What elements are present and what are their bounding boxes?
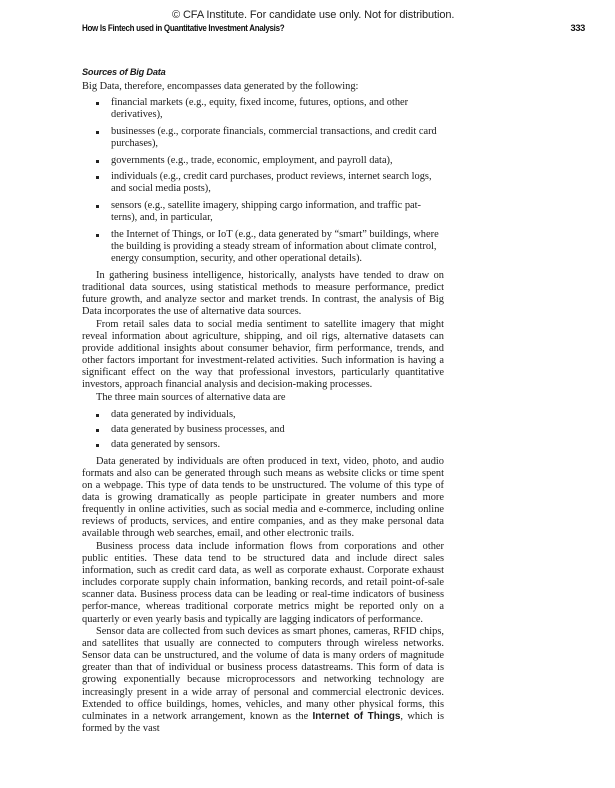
bullet-icon <box>96 102 99 105</box>
bullet-icon <box>96 160 99 163</box>
page-number: 333 <box>570 23 585 33</box>
bullet-icon <box>96 176 99 179</box>
bullet-icon <box>96 131 99 134</box>
page-body <box>82 66 444 735</box>
running-head-title: How Is Fintech used in Quantitative Investment Analysis? <box>82 23 285 33</box>
list-item <box>82 126 444 150</box>
list-item-text: individuals (e.g., credit card purchases, product reviews, internet search logs, and social media posts), <box>111 171 432 195</box>
paragraph-sensor-data <box>82 626 444 735</box>
section-heading: Sources of Big Data <box>82 67 166 77</box>
list-item <box>82 424 444 436</box>
paragraph-business-process-data: Business process data include information flows from corporations and other public entities. These data tend to be structured data and include direct sales information, such as credit card data, as well as corporate exhaust. Corporate exhaust includes corporate supply chain information, banking records, and retail point-of-sale scanner data. Business process data can be leading or real-time indicators of business perfor-mance, whereas traditional corporate metrics might be reported only on a quarterly or even yearly basis and typically are lagging indicators of performance. <box>82 540 444 625</box>
running-head <box>82 23 587 36</box>
list-item-text: data generated by sensors. <box>111 439 221 451</box>
list-item-text: governments (e.g., trade, economic, employment, and payroll data), <box>111 154 393 166</box>
bullet-icon <box>96 414 99 417</box>
bullet-icon <box>96 234 99 237</box>
list-item <box>82 200 444 224</box>
list-item-text: data generated by individuals, <box>111 408 236 420</box>
list-item-text: businesses (e.g., corporate financials, commercial transactions, and credit card purchases), <box>111 125 437 150</box>
list-item-text: sensors (e.g., satellite imagery, shipping cargo information, and traffic pat-terns), and, in particular, <box>111 199 421 223</box>
paragraph-business-intelligence: In gathering business intelligence, historically, analysts have tended to draw on traditional data sources, using statistical methods to measure performance, predict future growth, and analyze sector and market trends. In contrast, the analysis of Big Data incorporates the use of alternative data sources. <box>82 269 444 318</box>
list-item <box>82 229 444 265</box>
list-item <box>82 409 444 421</box>
big-data-sources-list <box>82 97 444 265</box>
intro-paragraph: Big Data, therefore, encompasses data generated by the following: <box>82 81 359 92</box>
paragraph-alternative-datasets: From retail sales data to social media sentiment to satellite imagery that might reveal information about agriculture, shipping, and oil rigs, alternative datasets can provide additional insights about consumer behavior, firm performance, trends, and other factors important for investment-related activities. Such information is having a significant effect on the way that professional investors, particularly quantitative investors, approach financial analysis and decision-making processes. <box>82 318 444 391</box>
list-item-text: the Internet of Things, or IoT (e.g., data generated by “smart” buildings, where the building is providing a steady stream of information about climate control, energy consumption, security, and other operational details). <box>111 228 439 264</box>
list-item <box>82 171 444 195</box>
list-item <box>82 439 444 451</box>
list-item <box>82 97 444 121</box>
paragraph-three-sources-intro: The three main sources of alternative data are <box>96 391 286 403</box>
list-item <box>82 155 444 167</box>
paragraph-individual-data: Data generated by individuals are often produced in text, video, photo, and audio formats and also can be generated through such means as website clicks or time spent on a webpage. This type of data tends to be unstructured. The volume of this type of data is growing dramatically as people participate in greater numbers and more frequently in online activities, such as social media and e-commerce, including online reviews of products, services, and entire companies, and as they make personal data available through web searches, email, and other electronic trails. <box>82 455 444 540</box>
alternative-data-sources-list <box>82 409 444 452</box>
sensor-text-after: , which is formed by the vast <box>82 710 444 734</box>
list-item-text: data generated by business processes, and <box>111 424 285 436</box>
sensor-text-before: Sensor data are collected from such devices as smart phones, cameras, RFID chips, and satellites that usually are connected to computers through wireless networks. Sensor data can be unstructured, and the volume of data is many orders of magnitude greater than that of individual or business process datastreams. This form of data is growing exponentially because microprocessors and networking technology are increasingly present in a wide array of personal and commercial electronic devices. Extended to office buildings, homes, vehicles, and many other physical forms, this culminates in a network arrangement, known as the <box>82 625 444 722</box>
list-item-text: financial markets (e.g., equity, fixed income, futures, options, and other derivatives), <box>111 97 409 121</box>
key-term-internet-of-things: Internet of Things <box>312 710 401 722</box>
bullet-icon <box>96 444 99 447</box>
bullet-icon <box>96 429 99 432</box>
copyright-watermark: © CFA Institute. For candidate use only. Not for distribution. <box>172 9 455 21</box>
bullet-icon <box>96 205 99 208</box>
